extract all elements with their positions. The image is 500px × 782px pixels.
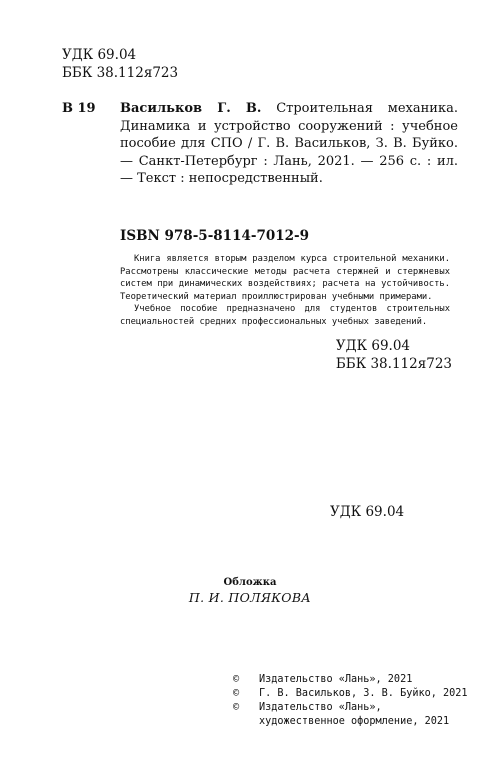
udk-bbk-block [336,337,452,373]
copyright-block [233,673,468,729]
copyright-line [233,687,468,701]
copyright-continuation: художественное оформление, 2021 [259,716,450,727]
bbk-code: ББК 38.112я723 [335,356,452,372]
cover-credit [0,577,500,605]
copyright-text: Г. В. Васильков, З. В. Буйко, 2021 [259,688,468,699]
copyright-text: Издательство «Лань», [259,702,382,713]
copyright-icon: © [233,674,240,685]
copyright-line [233,701,468,715]
annotation-paragraph: Учебное пособие предназначено для студентов строительных специальностей средних профессиональных учебных заведений. [120,304,450,327]
cover-designer: П. И. ПОЛЯКОВА [188,590,312,605]
udk-code: УДК 69.04 [335,338,411,354]
copyright-text: Издательство «Лань», 2021 [259,674,413,685]
copyright-icon: © [233,688,240,699]
udk-bbk-header [62,46,178,82]
udk-code: УДК 69.04 [62,47,137,63]
bbk-code: ББК 38.112я723 [62,65,179,81]
book-description: Строительная механика. Динамика и устройство сооружений : учебное пособие для СПО / Г. В. Васильков, З. В. Буйко. — Санкт-Петербург : Лань, 2021. — 256 с. : ил. — Текст : непосредственный. [120,101,458,186]
cover-label: Обложка [223,577,277,588]
udk-code-standalone: УДК 69.04 [330,504,405,520]
annotation-paragraph: Книга является вторым разделом курса строительной механики. Рассмотрены классические методы расчета стержней и стержневых систем при динамических воздействиях; расчета на устойчивость. Теоретический материал проиллюстрирован учебными примерами. [120,254,450,302]
copyright-line [233,673,468,687]
bibliographic-description [120,100,458,188]
author-name: Васильков Г. В. [120,101,262,116]
annotation [120,253,450,329]
author-mark: В 19 [62,101,96,116]
isbn: ISBN 978-5-8114-7012-9 [120,228,310,244]
copyright-icon: © [233,702,240,713]
bibliographic-record [62,100,458,188]
